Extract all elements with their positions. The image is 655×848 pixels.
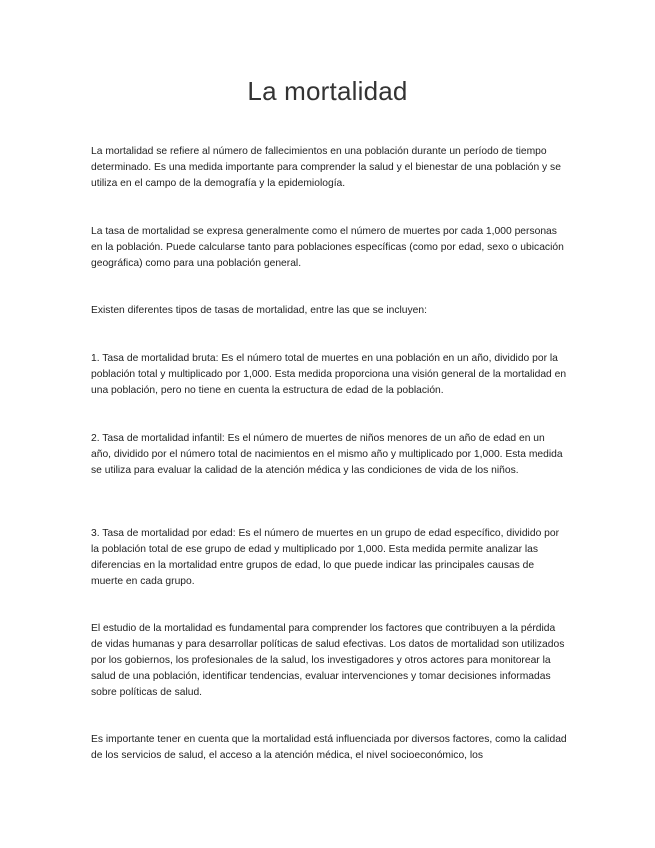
paragraph-types-intro: Existen diferentes tipos de tasas de mortalidad, entre las que se incluyen: [91,305,427,316]
list-item-age-rate: 3. Tasa de mortalidad por edad: Es el número de muertes en un grupo de edad específico, dividido por la población total de ese grupo de edad y multiplicado por 1,000. Esta medida permite analizar las diferencias en la mortalidad entre grupos de edad, lo que puede indicar las principales causas de muerte en cada grupo. [91,528,560,587]
list-item-crude-rate: 1. Tasa de mortalidad bruta: Es el número total de muertes en una población en un año, dividido por la población total y multiplicado por 1,000. Esta medida proporciona una visión general de la mortalidad en una población, pero no tiene en cuenta la estructura de edad de la población. [91,353,567,396]
list-item-infant-rate: 2. Tasa de mortalidad infantil: Es el número de muertes de niños menores de un año de edad en un año, dividido por el número total de nacimientos en el mismo año y multiplicado por 1,000. Esta medida se utiliza para evaluar la calidad de la atención médica y las condiciones de vida de los niños. [91,433,563,476]
page-title: La mortalidad [247,76,408,106]
paragraph-definition: La mortalidad se refiere al número de fallecimientos en una población durante un período de tiempo determinado. Es una medida importante para comprender la salud y el bienestar de una población y se utiliza en el campo de la demografía y la epidemiología. [91,146,561,189]
paragraph-factors: Es importante tener en cuenta que la mortalidad está influenciada por diversos factores, como la calidad de los servicios de salud, el acceso a la atención médica, el nivel socioeconómico, los [91,734,567,761]
paragraph-importance: El estudio de la mortalidad es fundamental para comprender los factores que contribuyen a la pérdida de vidas humanas y para desarrollar políticas de salud efectivas. Los datos de mortalidad son utilizados por los gobiernos, los profesionales de la salud, los investigadores y otros actores para monitorear la salud de una población, identificar tendencias, evaluar intervenciones y tomar decisiones informadas sobre políticas de salud. [91,623,565,698]
paragraph-rate-expression: La tasa de mortalidad se expresa generalmente como el número de muertes por cada 1,000 personas en la población. Puede calcularse tanto para poblaciones específicas (como por edad, sexo o ubicación geográfica) como para una población general. [91,226,564,269]
